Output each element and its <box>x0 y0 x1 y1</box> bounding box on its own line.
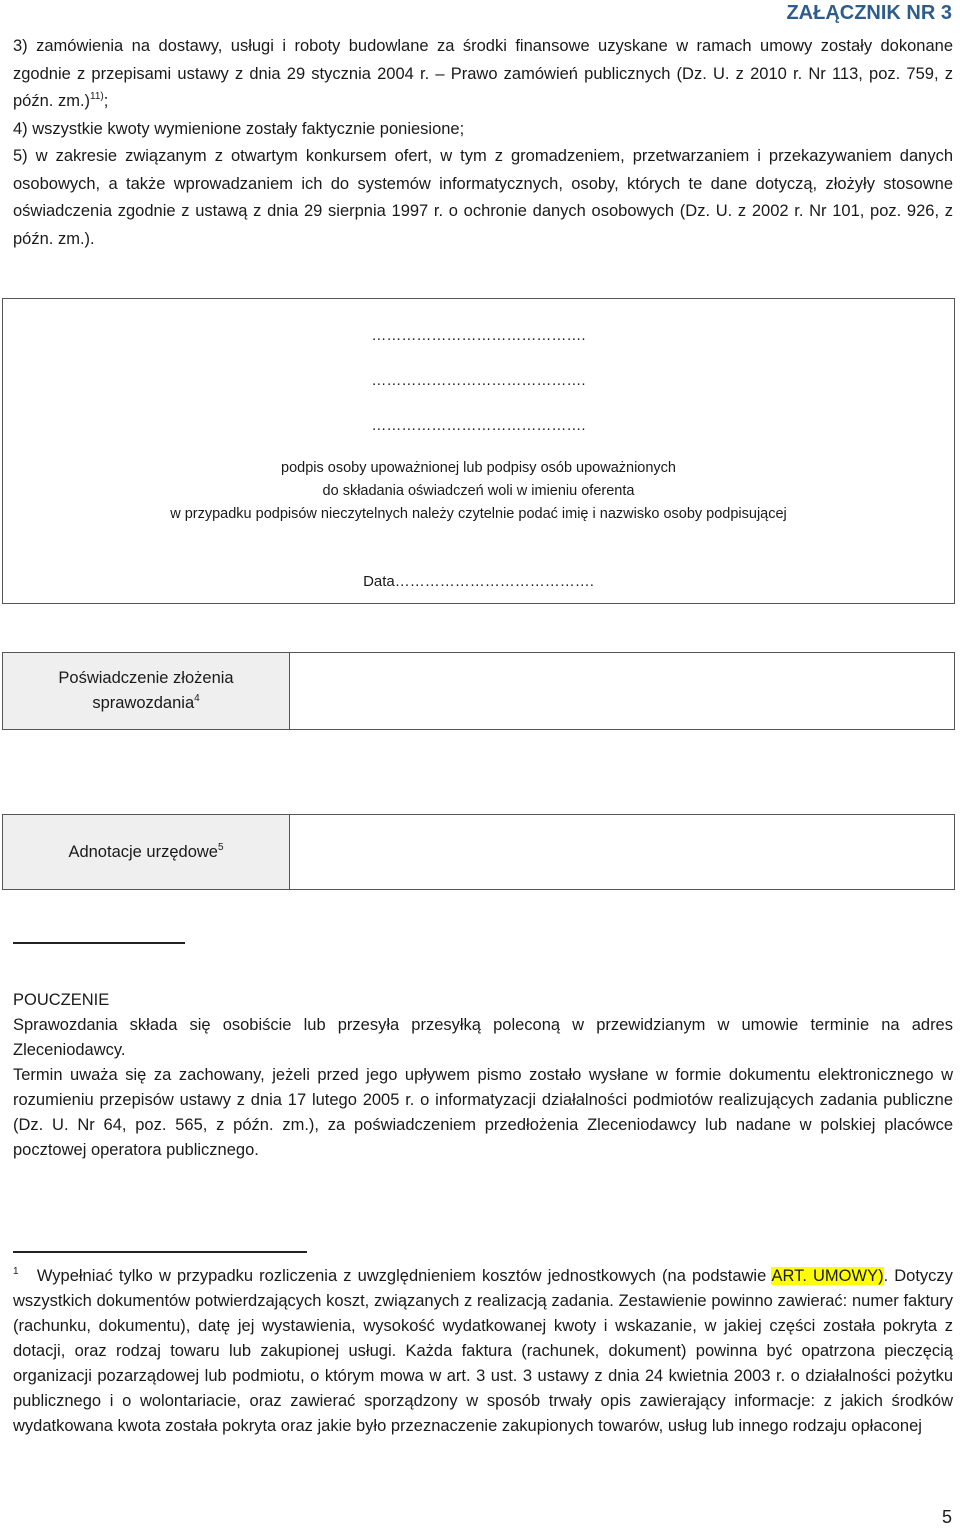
page-number: 5 <box>941 1507 952 1527</box>
declaration-items <box>13 33 953 253</box>
signature-box <box>2 298 955 604</box>
instructions-paragraph-1: Sprawozdania składa się osobiście lub przesyła przesyłką poleconą w przewidzianym w umowie terminie na adres Zleceniodawcy. <box>13 1016 953 1059</box>
annex-title: ZAŁĄCZNIK NR 3 <box>786 2 952 24</box>
instructions-paragraph-2: Termin uważa się za zachowany, jeżeli przed jego upływem pismo zostało wysłane w formie dokumentu elektronicznego w rozumieniu przepisów ustawy z dnia 17 lutego 2005 r. o informatyzacji działalności podmiotów realizujących zadania publiczne (Dz. U. Nr 64, poz. 565, z późn. zm.), za poświadczeniem przedłożenia Zleceniodawcy lub nadane w polskiej placówce pocztowej operatora publicznego. <box>13 1066 953 1159</box>
item-5: 5) w zakresie związanym z otwartym konkursem ofert, w tym z gromadzeniem, przetwarzaniem i przekazywaniem danych osobowych, a także wprowadzaniem ich do systemów informatycznych, osoby, których te dane dotyczą, złożyły stosowne oświadczenia zgodnie z ustawą z dnia 29 sierpnia 1997 r. o ochronie danych osobowych (Dz. U. z 2002 r. Nr 101, poz. 926, z późn. zm.). <box>13 147 953 248</box>
signature-caption: podpis osoby upoważnionej lub podpisy osób upoważnionych do składania oświadczeń woli w imieniu oferenta w przypadku podpisów nieczytelnych należy czytelnie podać imię i nazwisko osoby podpisującej <box>170 460 787 522</box>
instructions-heading: POUCZENIE <box>13 991 110 1009</box>
item-4: 4) wszystkie kwoty wymienione zostały faktycznie poniesione; <box>13 119 465 138</box>
instructions <box>13 988 953 1163</box>
item-3: 3) zamówienia na dostawy, usługi i roboty budowlane za środki finansowe uzyskane w ramach umowy zostały dokonane zgodnie z przepisami ustawy z dnia 29 stycznia 2004 r. – Prawo zamówień publicznych (Dz. U. z 2010 r. Nr 113, poz. 759, z późn. zm.)$^{11)}$; <box>13 37 953 110</box>
certification-table <box>2 652 955 730</box>
footnote-1: $^1$ Wypełniać tylko w przypadku rozliczenia z uwzględnieniem kosztów jednostkowych (na podstawie ART. UMOWY). Dotyczy wszystkich dokumentów potwierdzających koszt, związanych z realizacją zadania. Zestawienie powinno zawierać: numer faktury (rachunku, dokumentu), datę jej wystawienia, wysokość wydatkowanej kwoty i wskazanie, w jakiej części została pokryta z dotacji, oraz rodzaj towaru lub zakupionej usługi. Każda faktura (rachunek, dokument) powinna być opatrzona pieczęcią organizacji pozarządowej lub podmiotu, o którym mowa w art. 3 ust. 3 ustawy z dnia 24 kwietnia 2003 r. o działalności pożytku publicznego i o wolontariacie, oraz zawierać sporządzony w sposób trwały opis zawierający informacje: z jakich środków wydatkowana kwota została pokryta oraz jakie było przeznaczenie zakupionych towarów, usług lub innego rodzaju opłaconej <box>13 1266 953 1435</box>
signature-line-1: ……………………………………. <box>371 327 586 344</box>
signature-line-2: ……………………………………. <box>371 372 586 389</box>
date-field: Data…………………………………. <box>363 573 594 590</box>
highlighted-reference: ART. UMOWY) <box>771 1267 884 1285</box>
separator-line <box>13 942 185 944</box>
official-notes-label: Adnotacje urzędowe$^5$ <box>3 815 290 889</box>
signature-line-3: ……………………………………. <box>371 417 586 434</box>
footnote-separator <box>13 1251 307 1253</box>
certification-label: Poświadczenie złożenia sprawozdania$^4$ <box>3 653 290 729</box>
official-notes-field <box>290 815 954 889</box>
footnote-number: 1 <box>13 1266 19 1277</box>
certification-field <box>290 653 954 729</box>
official-notes-table <box>2 814 955 890</box>
